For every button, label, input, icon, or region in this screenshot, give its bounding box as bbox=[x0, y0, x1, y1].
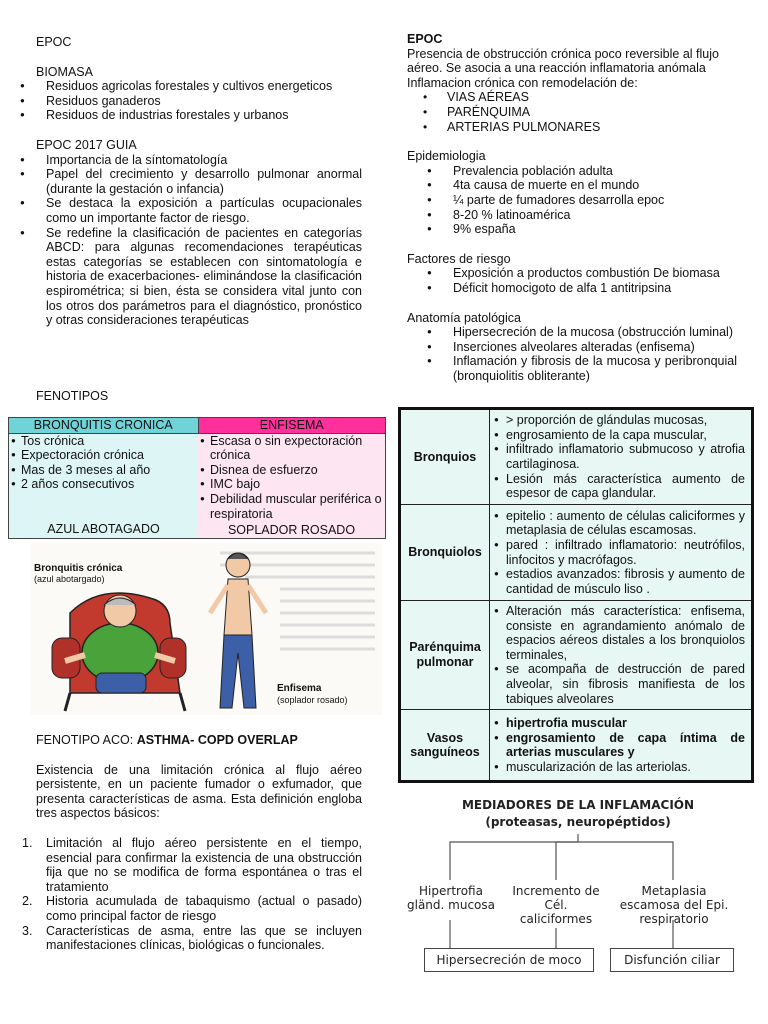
list-item: ● se acompaña de destrucción de pared alveolar, sin fibrosis manifiesta de los tabiques alveolares bbox=[494, 662, 745, 706]
guia-list bbox=[0, 153, 362, 328]
anat-list bbox=[407, 325, 757, 383]
list-item bbox=[0, 924, 362, 953]
item-number: 1. bbox=[22, 835, 33, 850]
item-text: Limitación al flujo aéreo persistente en el tiempo, esencial para confirmar la existencia de una obstrucción fija que no se modifica de forma espontánea o tras el tratamiento bbox=[46, 835, 362, 894]
bronquitis-cell bbox=[9, 433, 199, 538]
list-item: ● estadios avanzados: fibrosis y aumento de cantidad de músculo liso . bbox=[494, 567, 745, 596]
list-item: • ARTERIAS PULMONARES bbox=[401, 120, 757, 135]
right-column bbox=[407, 32, 757, 383]
aco-paragraph: Existencia de una limitación crónica al flujo aéreo persistente, en un paciente fumador o exfumador, que presenta características de asma. Esta definición engloba tres aspectos básicos: bbox=[36, 762, 362, 821]
epoc-description: Presencia de obstrucción crónica poco reversible al flujo aéreo. Se asocia a una reacción inflamatoria anómala Inflamacion crónica con remodelación de: bbox=[407, 46, 719, 90]
box-hipersecrecion: Hipersecreción de moco bbox=[424, 948, 594, 972]
list-item: ● Escasa o sin expectoración crónica bbox=[200, 434, 383, 463]
anat-heading: Anatomía patológica bbox=[407, 310, 521, 325]
list-item: ● Residuos de industrias forestales y urbanos bbox=[0, 108, 362, 123]
list-item: ● IMC bajo bbox=[200, 477, 383, 492]
list-item: ● engrosamiento de capa íntima de arterias musculares y bbox=[494, 731, 745, 760]
riesgo-heading: Factores de riesgo bbox=[407, 251, 511, 266]
guia-heading: EPOC 2017 GUIA bbox=[36, 137, 137, 152]
list-item: ● epitelio : aumento de células caliciformes y metaplasia de células escamosas. bbox=[494, 509, 745, 538]
left-column bbox=[36, 35, 362, 328]
list-item: • VIAS AÉREAS bbox=[401, 90, 757, 105]
remodel-list bbox=[401, 90, 757, 134]
item-number: 2. bbox=[22, 894, 33, 909]
list-item: ● muscularización de las arteriolas. bbox=[494, 760, 745, 775]
fenotipos-heading: FENOTIPOS bbox=[36, 389, 109, 403]
list-item: ● Alteración más característica: enfisema, consiste en agrandamiento anómalo de espacios aéreos distales a los bronquiolos terminales, bbox=[494, 604, 745, 662]
node-metaplasia: Metaplasia escamosa del Epi. respiratorio bbox=[619, 884, 729, 926]
list-item bbox=[0, 836, 362, 894]
list-item: ● Inserciones alveolares alteradas (enfisema) bbox=[407, 340, 737, 355]
row-content bbox=[490, 409, 753, 505]
list-item: ● Expectoración crónica bbox=[11, 448, 196, 463]
list-item: ● ¼ parte de fumadores desarrolla epoc bbox=[407, 193, 757, 208]
list-item: ● Déficit homocigoto de alfa 1 antitripsina bbox=[407, 281, 757, 296]
list-item: ● Tos crónica bbox=[11, 434, 196, 449]
fenotipos-illustration bbox=[30, 543, 382, 715]
list-item: ● 9% españa bbox=[407, 222, 757, 237]
list-item: ● Prevalencia población adulta bbox=[407, 164, 757, 179]
list-item: ● Exposición a productos combustión De biomasa bbox=[407, 266, 757, 281]
aco-heading-bold: ASTHMA- COPD OVERLAP bbox=[136, 733, 298, 747]
fenotipos-table bbox=[8, 417, 386, 539]
inflammation-diagram bbox=[398, 790, 758, 980]
row-content bbox=[490, 710, 753, 782]
list-item: ● Mas de 3 meses al año bbox=[11, 463, 196, 478]
biomasa-heading: BIOMASA bbox=[36, 64, 93, 79]
list-item: ● infiltrado inflamatorio submucoso y atrofia cartilaginosa. bbox=[494, 442, 745, 471]
list-item: ● hipertrofia muscular bbox=[494, 716, 745, 731]
row-content bbox=[490, 505, 753, 601]
illustration-label: (azul abotargado) bbox=[34, 574, 105, 584]
list-item: ● 8-20 % latinoamérica bbox=[407, 208, 757, 223]
list-item: ● > proporción de glándulas mucosas, bbox=[494, 413, 745, 428]
footer-azul: AZUL ABOTAGADO bbox=[47, 521, 160, 536]
list-item: ● Debilidad muscular periférica o respiratoria bbox=[200, 492, 383, 521]
list-item: ● Residuos ganaderos bbox=[0, 94, 362, 109]
node-hipertrofia: Hipertrofia gländ. mucosa bbox=[407, 884, 495, 912]
diagram-subtitle: (proteasas, neuropéptidos) bbox=[485, 815, 671, 829]
box-disfuncion: Disfunción ciliar bbox=[610, 948, 734, 972]
list-item: ● pared : infiltrado inflamatorio: neutrófilos, linfocitos y macrófagos. bbox=[494, 538, 745, 567]
list-item: ● 2 años consecutivos bbox=[11, 477, 196, 492]
illustration-label: Enfisema bbox=[277, 683, 322, 694]
illustration-label: Bronquitis crónica bbox=[34, 563, 123, 574]
list-item: ● Disnea de esfuerzo bbox=[200, 463, 383, 478]
list-item: ● Lesión más característica aumento de espesor de capa glandular. bbox=[494, 472, 745, 501]
list-item: ● Se redefine la clasificación de pacientes en categorías ABCD: para algunas recomendaciones terapéuticas estas categorías se establecen con sintomatología e historia de exacerbaciones- eliminándose la clasificación espirométrica; si bien, ésta se considera vital junto con los otros dos parámetros para el diagnóstico, pronóstico y otras consideraciones terapéuticas bbox=[0, 226, 362, 328]
footer-soplador: SOPLADOR ROSADO bbox=[227, 523, 356, 538]
aco-heading-prefix: FENOTIPO ACO: bbox=[36, 733, 137, 747]
row-label: Bronquios bbox=[400, 409, 490, 505]
enfisema-cell bbox=[198, 433, 386, 538]
epi-heading: Epidemiologia bbox=[407, 149, 486, 164]
list-item: ● Importancia de la síntomatología bbox=[0, 153, 362, 168]
list-item: • PARÉNQUIMA bbox=[401, 105, 757, 120]
row-content bbox=[490, 601, 753, 710]
epi-list bbox=[407, 164, 757, 237]
aco-section bbox=[22, 733, 362, 953]
node-caliciformes: Incremento de Cél. caliciformes bbox=[512, 884, 600, 926]
row-label: Parénquima pulmonar bbox=[400, 601, 490, 710]
item-text: Características de asma, entre las que se incluyen manifestaciones clínicas, biológicas o funcionales. bbox=[46, 923, 362, 953]
list-item: ● Papel del crecimiento y desarrollo pulmonar anormal (durante la gestación o infancia) bbox=[0, 167, 362, 196]
item-text: Historia acumulada de tabaquismo (actual o pasado) como principal factor de riesgo bbox=[46, 894, 362, 923]
col-header-bronquitis: BRONQUITIS CRONICA bbox=[9, 418, 199, 434]
list-item: ● Se destaca la exposición a partículas ocupacionales como un importante factor de riesgo. bbox=[0, 196, 362, 225]
list-item: ● engrosamiento de la capa muscular, bbox=[494, 428, 745, 443]
biomasa-list bbox=[0, 79, 362, 123]
diagram-title: MEDIADORES DE LA INFLAMACIÓN bbox=[461, 798, 695, 812]
aco-heading bbox=[36, 733, 362, 748]
patients-drawing bbox=[30, 543, 382, 715]
row-label: Vasos sanguíneos bbox=[400, 710, 490, 782]
item-number: 3. bbox=[22, 923, 33, 938]
right-epoc-heading: EPOC bbox=[407, 32, 443, 46]
list-item bbox=[0, 894, 362, 923]
riesgo-list bbox=[407, 266, 757, 295]
row-label: Bronquiolos bbox=[400, 505, 490, 601]
list-item: ● Residuos agricolas forestales y cultivos energeticos bbox=[0, 79, 362, 94]
list-item: ● Hipersecreción de la mucosa (obstrucción luminal) bbox=[407, 325, 737, 340]
epoc-heading: EPOC bbox=[36, 35, 72, 49]
pathology-table bbox=[398, 407, 754, 783]
list-item: ● 4ta causa de muerte en el mundo bbox=[407, 178, 757, 193]
list-item: ● Inflamación y fibrosis de la mucosa y peribronquial (bronquiolitis obliterante) bbox=[407, 354, 737, 383]
col-header-enfisema: ENFISEMA bbox=[198, 418, 386, 434]
aco-list bbox=[0, 836, 362, 953]
illustration-label: (soplador rosado) bbox=[277, 695, 348, 705]
